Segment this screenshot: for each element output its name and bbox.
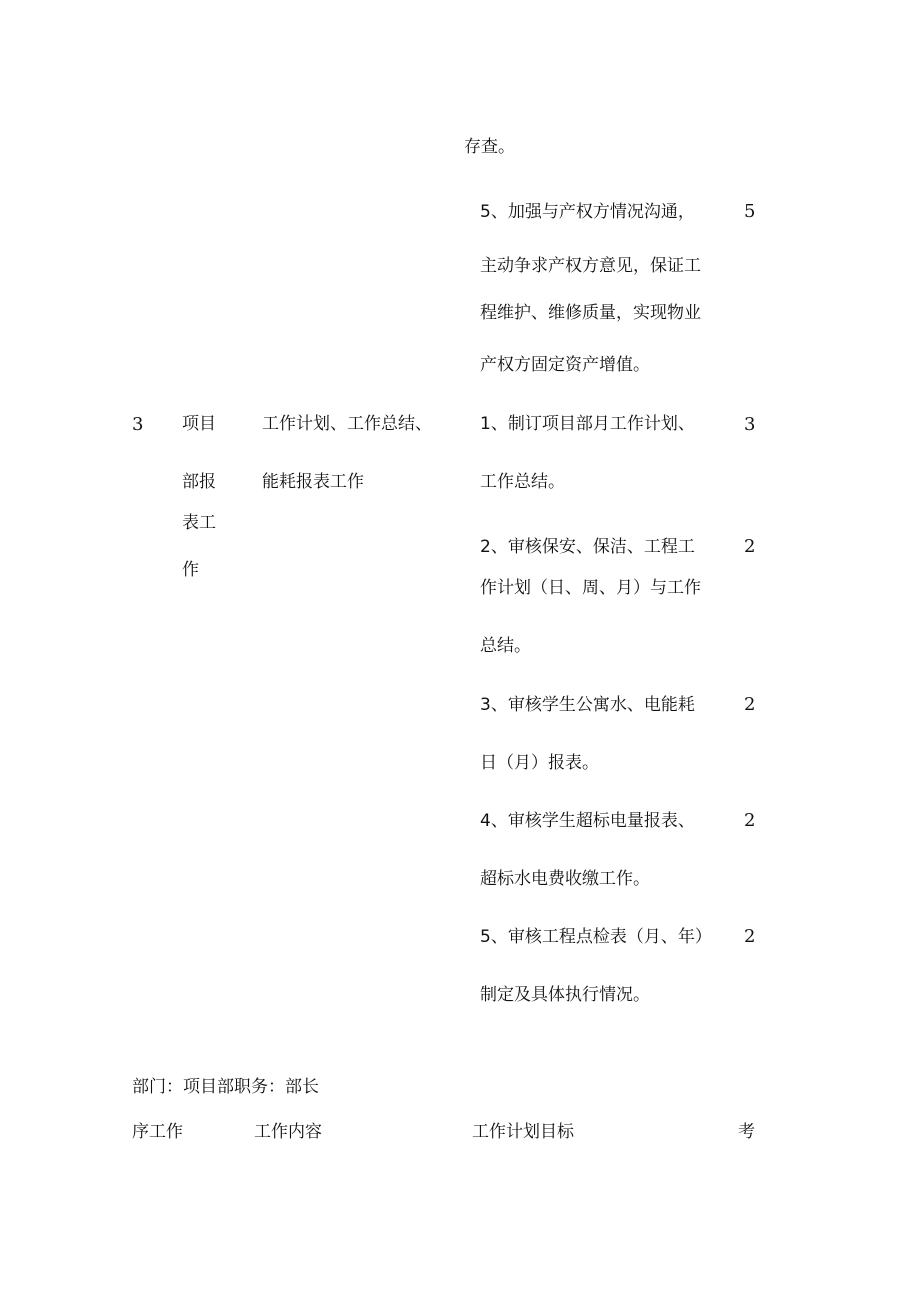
target-5-line-2: 主动争求产权方意见，保证工 [480,256,701,276]
item-3-target-4-line-1: 4、审核学生超标电量报表、 [480,811,695,831]
target-5-score: 5 [744,201,756,222]
item-3-work-line-3: 表工 [182,513,216,533]
item-3-target-3-line-1: 3、审核学生公寓水、电能耗 [480,695,695,715]
item-3-seq: 3 [132,414,144,435]
target-5-line-4: 产权方固定资产增值。 [480,355,650,375]
item-3-target-3-line-2: 日（月）报表。 [480,753,599,773]
item-3-content-line-2: 能耗报表工作 [262,472,364,492]
target-tail-text: 存查。 [464,137,515,157]
header-seq-work: 序工作 [132,1122,183,1142]
item-3-target-2-score: 2 [744,536,756,557]
target-5-line-1: 5、加强与产权方情况沟通， [480,202,695,222]
item-3-target-5-score: 2 [744,926,756,947]
item-3-target-2-line-2: 作计划（日、周、月）与工作 [480,578,701,598]
item-3-target-2-line-3: 总结。 [480,636,531,656]
target-5-line-3: 程维护、维修质量，实现物业 [480,303,701,323]
item-3-target-1-score: 3 [744,414,756,435]
item-3-work-line-2: 部报 [182,472,216,492]
item-3-target-1-line-1: 1、制订项目部月工作计划、 [480,414,695,434]
item-3-work-line-4: 作 [182,560,199,580]
item-3-target-4-line-2: 超标水电费收缴工作。 [480,869,650,889]
item-3-target-2-line-1: 2、审核保安、保洁、工程工 [480,537,695,557]
header-target: 工作计划目标 [472,1122,574,1142]
header-content: 工作内容 [254,1122,322,1142]
item-3-content-line-1: 工作计划、工作总结、 [262,414,432,434]
header-assess: 考 [738,1122,755,1142]
item-3-target-5-line-2: 制定及具体执行情况。 [480,985,650,1005]
item-3-target-1-line-2: 工作总结。 [480,472,565,492]
item-3-work-line-1: 项目 [182,414,216,434]
item-3-target-5-line-1: 5、审核工程点检表（月、年） [480,927,712,947]
item-3-target-4-score: 2 [744,810,756,831]
item-3-target-3-score: 2 [744,694,756,715]
department-position-line: 部门：项目部职务：部长 [132,1077,319,1097]
